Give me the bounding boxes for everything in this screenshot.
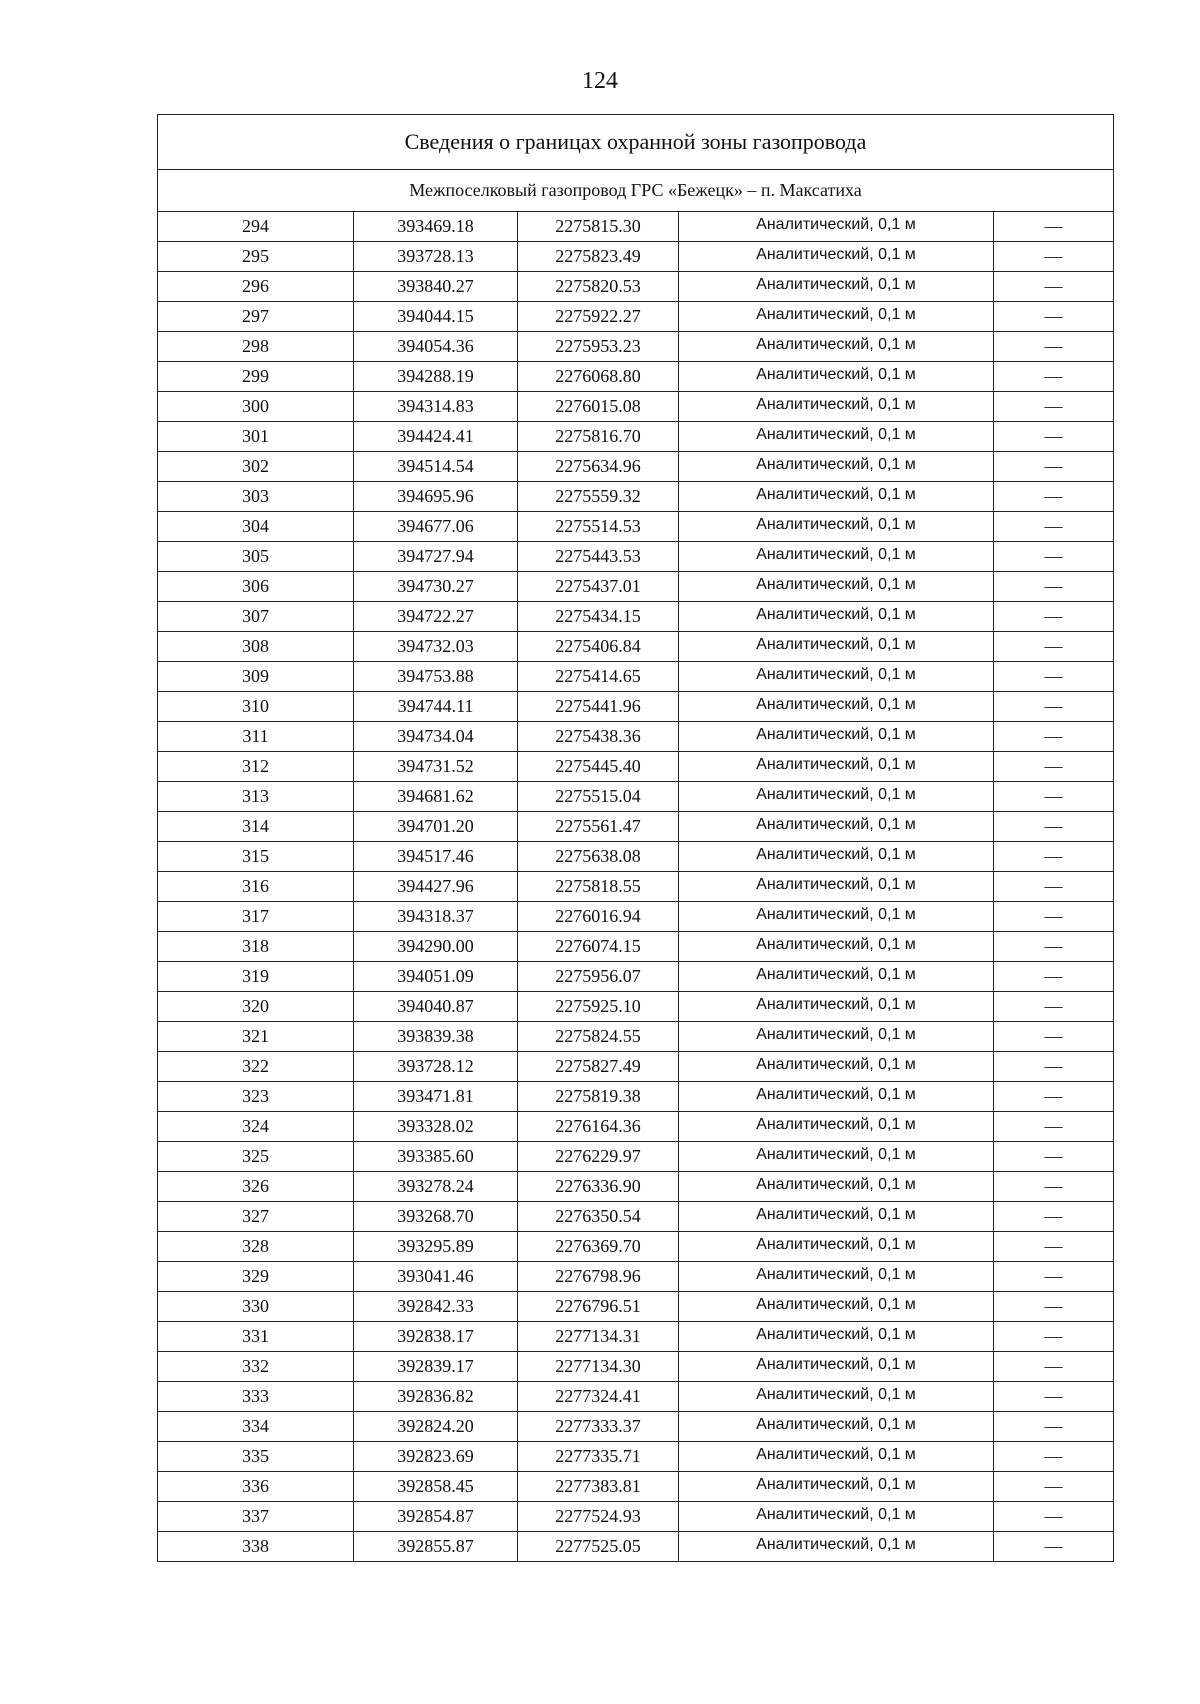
y-coordinate-cell: 2276369.70 xyxy=(518,1232,679,1262)
x-coordinate-cell: 392824.20 xyxy=(354,1412,518,1442)
point-number-cell: 298 xyxy=(158,332,354,362)
y-coordinate-cell: 2275514.53 xyxy=(518,512,679,542)
method-accuracy-cell: Аналитический, 0,1 м xyxy=(679,902,994,932)
note-cell: — xyxy=(994,362,1114,392)
point-number-cell: 304 xyxy=(158,512,354,542)
x-coordinate-cell: 394681.62 xyxy=(354,782,518,812)
table-row xyxy=(158,1442,1114,1472)
method-accuracy-cell: Аналитический, 0,1 м xyxy=(679,1082,994,1112)
y-coordinate-cell: 2275414.65 xyxy=(518,662,679,692)
x-coordinate-cell: 394517.46 xyxy=(354,842,518,872)
method-accuracy-cell: Аналитический, 0,1 м xyxy=(679,452,994,482)
note-cell: — xyxy=(994,902,1114,932)
table-row xyxy=(158,542,1114,572)
note-cell: — xyxy=(994,932,1114,962)
point-number-cell: 308 xyxy=(158,632,354,662)
x-coordinate-cell: 392854.87 xyxy=(354,1502,518,1532)
table-row xyxy=(158,392,1114,422)
y-coordinate-cell: 2275922.27 xyxy=(518,302,679,332)
point-number-cell: 316 xyxy=(158,872,354,902)
table-row xyxy=(158,692,1114,722)
x-coordinate-cell: 394695.96 xyxy=(354,482,518,512)
y-coordinate-cell: 2277324.41 xyxy=(518,1382,679,1412)
method-accuracy-cell: Аналитический, 0,1 м xyxy=(679,1052,994,1082)
note-cell: — xyxy=(994,512,1114,542)
y-coordinate-cell: 2275634.96 xyxy=(518,452,679,482)
y-coordinate-cell: 2277134.30 xyxy=(518,1352,679,1382)
note-cell: — xyxy=(994,782,1114,812)
point-number-cell: 310 xyxy=(158,692,354,722)
y-coordinate-cell: 2275819.38 xyxy=(518,1082,679,1112)
note-cell: — xyxy=(994,1262,1114,1292)
method-accuracy-cell: Аналитический, 0,1 м xyxy=(679,962,994,992)
table-row xyxy=(158,842,1114,872)
x-coordinate-cell: 393469.18 xyxy=(354,212,518,242)
point-number-cell: 300 xyxy=(158,392,354,422)
y-coordinate-cell: 2275925.10 xyxy=(518,992,679,1022)
note-cell: — xyxy=(994,212,1114,242)
note-cell: — xyxy=(994,452,1114,482)
boundary-table-body xyxy=(158,115,1114,1562)
table-row xyxy=(158,902,1114,932)
note-cell: — xyxy=(994,572,1114,602)
method-accuracy-cell: Аналитический, 0,1 м xyxy=(679,1022,994,1052)
note-cell: — xyxy=(994,1502,1114,1532)
method-accuracy-cell: Аналитический, 0,1 м xyxy=(679,302,994,332)
point-number-cell: 319 xyxy=(158,962,354,992)
table-row xyxy=(158,1232,1114,1262)
method-accuracy-cell: Аналитический, 0,1 м xyxy=(679,1352,994,1382)
x-coordinate-cell: 394051.09 xyxy=(354,962,518,992)
method-accuracy-cell: Аналитический, 0,1 м xyxy=(679,632,994,662)
x-coordinate-cell: 394730.27 xyxy=(354,572,518,602)
note-cell: — xyxy=(994,1532,1114,1562)
x-coordinate-cell: 394288.19 xyxy=(354,362,518,392)
method-accuracy-cell: Аналитический, 0,1 м xyxy=(679,1532,994,1562)
method-accuracy-cell: Аналитический, 0,1 м xyxy=(679,1232,994,1262)
y-coordinate-cell: 2276164.36 xyxy=(518,1112,679,1142)
x-coordinate-cell: 394727.94 xyxy=(354,542,518,572)
table-row xyxy=(158,1082,1114,1112)
method-accuracy-cell: Аналитический, 0,1 м xyxy=(679,812,994,842)
x-coordinate-cell: 394732.03 xyxy=(354,632,518,662)
table-row xyxy=(158,512,1114,542)
y-coordinate-cell: 2275956.07 xyxy=(518,962,679,992)
note-cell: — xyxy=(994,1382,1114,1412)
point-number-cell: 297 xyxy=(158,302,354,332)
y-coordinate-cell: 2276798.96 xyxy=(518,1262,679,1292)
y-coordinate-cell: 2276229.97 xyxy=(518,1142,679,1172)
point-number-cell: 318 xyxy=(158,932,354,962)
method-accuracy-cell: Аналитический, 0,1 м xyxy=(679,602,994,632)
point-number-cell: 333 xyxy=(158,1382,354,1412)
y-coordinate-cell: 2275445.40 xyxy=(518,752,679,782)
x-coordinate-cell: 393728.12 xyxy=(354,1052,518,1082)
note-cell: — xyxy=(994,1052,1114,1082)
method-accuracy-cell: Аналитический, 0,1 м xyxy=(679,842,994,872)
x-coordinate-cell: 394731.52 xyxy=(354,752,518,782)
table-row xyxy=(158,212,1114,242)
table-row xyxy=(158,1412,1114,1442)
y-coordinate-cell: 2275443.53 xyxy=(518,542,679,572)
boundary-table xyxy=(157,114,1114,1562)
method-accuracy-cell: Аналитический, 0,1 м xyxy=(679,1112,994,1142)
point-number-cell: 336 xyxy=(158,1472,354,1502)
table-title-row xyxy=(158,115,1114,170)
point-number-cell: 326 xyxy=(158,1172,354,1202)
point-number-cell: 317 xyxy=(158,902,354,932)
y-coordinate-cell: 2276336.90 xyxy=(518,1172,679,1202)
point-number-cell: 311 xyxy=(158,722,354,752)
y-coordinate-cell: 2275559.32 xyxy=(518,482,679,512)
y-coordinate-cell: 2275561.47 xyxy=(518,812,679,842)
method-accuracy-cell: Аналитический, 0,1 м xyxy=(679,1202,994,1232)
y-coordinate-cell: 2277383.81 xyxy=(518,1472,679,1502)
point-number-cell: 332 xyxy=(158,1352,354,1382)
y-coordinate-cell: 2276074.15 xyxy=(518,932,679,962)
table-row xyxy=(158,992,1114,1022)
x-coordinate-cell: 394677.06 xyxy=(354,512,518,542)
x-coordinate-cell: 393728.13 xyxy=(354,242,518,272)
y-coordinate-cell: 2277524.93 xyxy=(518,1502,679,1532)
note-cell: — xyxy=(994,692,1114,722)
point-number-cell: 301 xyxy=(158,422,354,452)
point-number-cell: 331 xyxy=(158,1322,354,1352)
y-coordinate-cell: 2276796.51 xyxy=(518,1292,679,1322)
x-coordinate-cell: 394427.96 xyxy=(354,872,518,902)
point-number-cell: 306 xyxy=(158,572,354,602)
table-row xyxy=(158,572,1114,602)
method-accuracy-cell: Аналитический, 0,1 м xyxy=(679,992,994,1022)
table-row xyxy=(158,1262,1114,1292)
table-row xyxy=(158,1352,1114,1382)
method-accuracy-cell: Аналитический, 0,1 м xyxy=(679,272,994,302)
x-coordinate-cell: 392858.45 xyxy=(354,1472,518,1502)
y-coordinate-cell: 2275638.08 xyxy=(518,842,679,872)
point-number-cell: 323 xyxy=(158,1082,354,1112)
x-coordinate-cell: 393268.70 xyxy=(354,1202,518,1232)
table-row xyxy=(158,782,1114,812)
point-number-cell: 307 xyxy=(158,602,354,632)
note-cell: — xyxy=(994,1202,1114,1232)
table-row xyxy=(158,1022,1114,1052)
table-row xyxy=(158,752,1114,782)
x-coordinate-cell: 394722.27 xyxy=(354,602,518,632)
table-row xyxy=(158,1202,1114,1232)
table-row xyxy=(158,1292,1114,1322)
y-coordinate-cell: 2275816.70 xyxy=(518,422,679,452)
point-number-cell: 299 xyxy=(158,362,354,392)
x-coordinate-cell: 394314.83 xyxy=(354,392,518,422)
note-cell: — xyxy=(994,722,1114,752)
y-coordinate-cell: 2275434.15 xyxy=(518,602,679,632)
method-accuracy-cell: Аналитический, 0,1 м xyxy=(679,332,994,362)
method-accuracy-cell: Аналитический, 0,1 м xyxy=(679,1412,994,1442)
table-row xyxy=(158,662,1114,692)
method-accuracy-cell: Аналитический, 0,1 м xyxy=(679,1142,994,1172)
method-accuracy-cell: Аналитический, 0,1 м xyxy=(679,212,994,242)
y-coordinate-cell: 2275515.04 xyxy=(518,782,679,812)
point-number-cell: 334 xyxy=(158,1412,354,1442)
table-row xyxy=(158,1052,1114,1082)
note-cell: — xyxy=(994,242,1114,272)
x-coordinate-cell: 393328.02 xyxy=(354,1112,518,1142)
method-accuracy-cell: Аналитический, 0,1 м xyxy=(679,662,994,692)
table-row xyxy=(158,362,1114,392)
note-cell: — xyxy=(994,752,1114,782)
method-accuracy-cell: Аналитический, 0,1 м xyxy=(679,782,994,812)
table-row xyxy=(158,932,1114,962)
x-coordinate-cell: 393295.89 xyxy=(354,1232,518,1262)
x-coordinate-cell: 394318.37 xyxy=(354,902,518,932)
table-row xyxy=(158,452,1114,482)
y-coordinate-cell: 2275823.49 xyxy=(518,242,679,272)
x-coordinate-cell: 393278.24 xyxy=(354,1172,518,1202)
table-subtitle-row xyxy=(158,170,1114,212)
y-coordinate-cell: 2277134.31 xyxy=(518,1322,679,1352)
note-cell: — xyxy=(994,1292,1114,1322)
table-row xyxy=(158,632,1114,662)
table-row xyxy=(158,962,1114,992)
point-number-cell: 337 xyxy=(158,1502,354,1532)
y-coordinate-cell: 2276068.80 xyxy=(518,362,679,392)
note-cell: — xyxy=(994,392,1114,422)
point-number-cell: 335 xyxy=(158,1442,354,1472)
note-cell: — xyxy=(994,542,1114,572)
note-cell: — xyxy=(994,992,1114,1022)
table-row xyxy=(158,1112,1114,1142)
method-accuracy-cell: Аналитический, 0,1 м xyxy=(679,392,994,422)
point-number-cell: 325 xyxy=(158,1142,354,1172)
x-coordinate-cell: 392836.82 xyxy=(354,1382,518,1412)
table-title: Сведения о границах охранной зоны газопровода xyxy=(158,115,1114,170)
note-cell: — xyxy=(994,1352,1114,1382)
y-coordinate-cell: 2275815.30 xyxy=(518,212,679,242)
method-accuracy-cell: Аналитический, 0,1 м xyxy=(679,482,994,512)
table-row xyxy=(158,722,1114,752)
table-row xyxy=(158,242,1114,272)
method-accuracy-cell: Аналитический, 0,1 м xyxy=(679,692,994,722)
y-coordinate-cell: 2275820.53 xyxy=(518,272,679,302)
table-row xyxy=(158,482,1114,512)
table-row xyxy=(158,272,1114,302)
point-number-cell: 329 xyxy=(158,1262,354,1292)
y-coordinate-cell: 2275406.84 xyxy=(518,632,679,662)
table-row xyxy=(158,1532,1114,1562)
method-accuracy-cell: Аналитический, 0,1 м xyxy=(679,1472,994,1502)
point-number-cell: 330 xyxy=(158,1292,354,1322)
page-number: 124 xyxy=(582,68,618,94)
point-number-cell: 327 xyxy=(158,1202,354,1232)
point-number-cell: 312 xyxy=(158,752,354,782)
method-accuracy-cell: Аналитический, 0,1 м xyxy=(679,1502,994,1532)
x-coordinate-cell: 393041.46 xyxy=(354,1262,518,1292)
note-cell: — xyxy=(994,632,1114,662)
point-number-cell: 315 xyxy=(158,842,354,872)
note-cell: — xyxy=(994,962,1114,992)
x-coordinate-cell: 394744.11 xyxy=(354,692,518,722)
y-coordinate-cell: 2275438.36 xyxy=(518,722,679,752)
method-accuracy-cell: Аналитический, 0,1 м xyxy=(679,1322,994,1352)
note-cell: — xyxy=(994,602,1114,632)
method-accuracy-cell: Аналитический, 0,1 м xyxy=(679,1442,994,1472)
point-number-cell: 302 xyxy=(158,452,354,482)
y-coordinate-cell: 2275441.96 xyxy=(518,692,679,722)
table-row xyxy=(158,1172,1114,1202)
x-coordinate-cell: 393385.60 xyxy=(354,1142,518,1172)
table-row xyxy=(158,812,1114,842)
note-cell: — xyxy=(994,1022,1114,1052)
point-number-cell: 328 xyxy=(158,1232,354,1262)
x-coordinate-cell: 393839.38 xyxy=(354,1022,518,1052)
note-cell: — xyxy=(994,1142,1114,1172)
method-accuracy-cell: Аналитический, 0,1 м xyxy=(679,932,994,962)
note-cell: — xyxy=(994,812,1114,842)
note-cell: — xyxy=(994,1322,1114,1352)
x-coordinate-cell: 392823.69 xyxy=(354,1442,518,1472)
y-coordinate-cell: 2275953.23 xyxy=(518,332,679,362)
x-coordinate-cell: 394734.04 xyxy=(354,722,518,752)
method-accuracy-cell: Аналитический, 0,1 м xyxy=(679,1262,994,1292)
x-coordinate-cell: 394424.41 xyxy=(354,422,518,452)
note-cell: — xyxy=(994,1112,1114,1142)
y-coordinate-cell: 2276015.08 xyxy=(518,392,679,422)
y-coordinate-cell: 2277333.37 xyxy=(518,1412,679,1442)
point-number-cell: 320 xyxy=(158,992,354,1022)
method-accuracy-cell: Аналитический, 0,1 м xyxy=(679,572,994,602)
x-coordinate-cell: 392855.87 xyxy=(354,1532,518,1562)
y-coordinate-cell: 2275827.49 xyxy=(518,1052,679,1082)
y-coordinate-cell: 2276350.54 xyxy=(518,1202,679,1232)
point-number-cell: 322 xyxy=(158,1052,354,1082)
table-row xyxy=(158,872,1114,902)
y-coordinate-cell: 2275824.55 xyxy=(518,1022,679,1052)
note-cell: — xyxy=(994,1082,1114,1112)
note-cell: — xyxy=(994,422,1114,452)
note-cell: — xyxy=(994,1472,1114,1502)
table-row xyxy=(158,1142,1114,1172)
note-cell: — xyxy=(994,1412,1114,1442)
point-number-cell: 294 xyxy=(158,212,354,242)
point-number-cell: 313 xyxy=(158,782,354,812)
method-accuracy-cell: Аналитический, 0,1 м xyxy=(679,422,994,452)
note-cell: — xyxy=(994,872,1114,902)
method-accuracy-cell: Аналитический, 0,1 м xyxy=(679,722,994,752)
table-row xyxy=(158,332,1114,362)
note-cell: — xyxy=(994,482,1114,512)
x-coordinate-cell: 393840.27 xyxy=(354,272,518,302)
point-number-cell: 338 xyxy=(158,1532,354,1562)
method-accuracy-cell: Аналитический, 0,1 м xyxy=(679,542,994,572)
note-cell: — xyxy=(994,842,1114,872)
method-accuracy-cell: Аналитический, 0,1 м xyxy=(679,872,994,902)
point-number-cell: 296 xyxy=(158,272,354,302)
x-coordinate-cell: 392842.33 xyxy=(354,1292,518,1322)
note-cell: — xyxy=(994,302,1114,332)
y-coordinate-cell: 2277335.71 xyxy=(518,1442,679,1472)
y-coordinate-cell: 2275818.55 xyxy=(518,872,679,902)
method-accuracy-cell: Аналитический, 0,1 м xyxy=(679,1172,994,1202)
method-accuracy-cell: Аналитический, 0,1 м xyxy=(679,362,994,392)
note-cell: — xyxy=(994,1172,1114,1202)
method-accuracy-cell: Аналитический, 0,1 м xyxy=(679,242,994,272)
x-coordinate-cell: 392838.17 xyxy=(354,1322,518,1352)
x-coordinate-cell: 394753.88 xyxy=(354,662,518,692)
point-number-cell: 303 xyxy=(158,482,354,512)
x-coordinate-cell: 394054.36 xyxy=(354,332,518,362)
table-row xyxy=(158,1502,1114,1532)
note-cell: — xyxy=(994,272,1114,302)
point-number-cell: 324 xyxy=(158,1112,354,1142)
x-coordinate-cell: 394514.54 xyxy=(354,452,518,482)
table-row xyxy=(158,422,1114,452)
x-coordinate-cell: 394290.00 xyxy=(354,932,518,962)
point-number-cell: 309 xyxy=(158,662,354,692)
table-subtitle: Межпоселковый газопровод ГРС «Бежецк» – п. Максатиха xyxy=(158,170,1114,212)
point-number-cell: 321 xyxy=(158,1022,354,1052)
point-number-cell: 305 xyxy=(158,542,354,572)
table-row xyxy=(158,602,1114,632)
table-row xyxy=(158,1382,1114,1412)
method-accuracy-cell: Аналитический, 0,1 м xyxy=(679,1382,994,1412)
x-coordinate-cell: 394044.15 xyxy=(354,302,518,332)
x-coordinate-cell: 394701.20 xyxy=(354,812,518,842)
table-row xyxy=(158,1472,1114,1502)
note-cell: — xyxy=(994,332,1114,362)
table-row xyxy=(158,302,1114,332)
note-cell: — xyxy=(994,1232,1114,1262)
method-accuracy-cell: Аналитический, 0,1 м xyxy=(679,512,994,542)
x-coordinate-cell: 393471.81 xyxy=(354,1082,518,1112)
point-number-cell: 314 xyxy=(158,812,354,842)
point-number-cell: 295 xyxy=(158,242,354,272)
note-cell: — xyxy=(994,662,1114,692)
y-coordinate-cell: 2276016.94 xyxy=(518,902,679,932)
x-coordinate-cell: 394040.87 xyxy=(354,992,518,1022)
method-accuracy-cell: Аналитический, 0,1 м xyxy=(679,1292,994,1322)
y-coordinate-cell: 2277525.05 xyxy=(518,1532,679,1562)
method-accuracy-cell: Аналитический, 0,1 м xyxy=(679,752,994,782)
note-cell: — xyxy=(994,1442,1114,1472)
table-row xyxy=(158,1322,1114,1352)
y-coordinate-cell: 2275437.01 xyxy=(518,572,679,602)
x-coordinate-cell: 392839.17 xyxy=(354,1352,518,1382)
